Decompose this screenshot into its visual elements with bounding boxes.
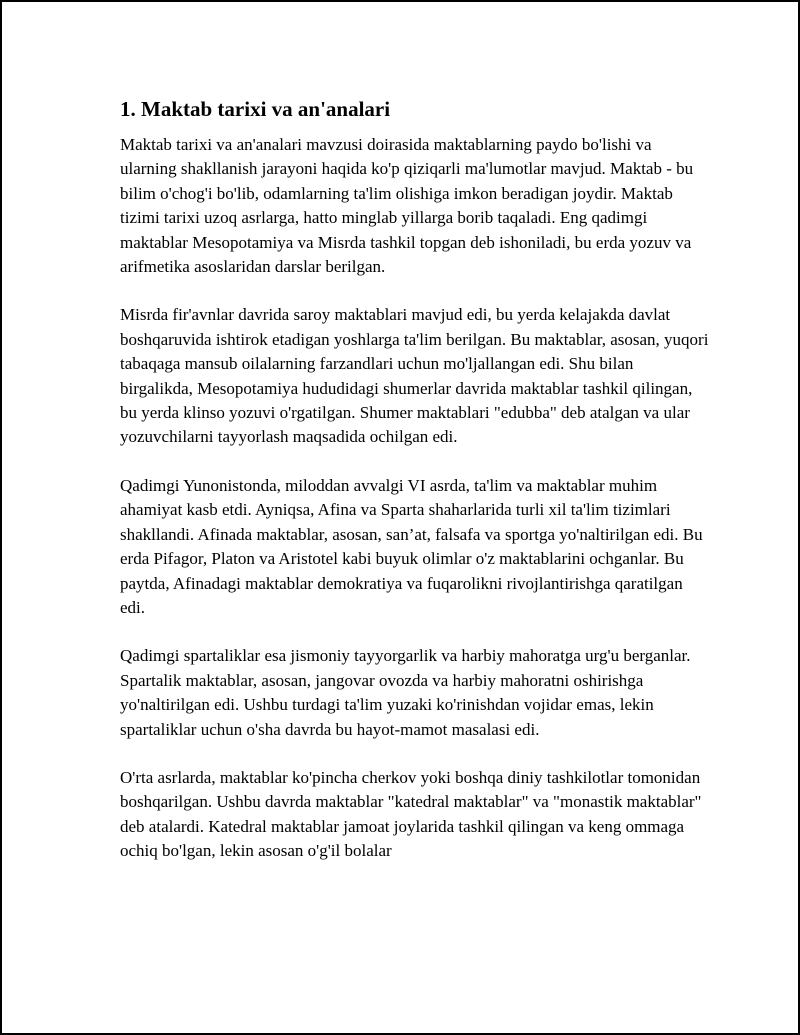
paragraph-3: Qadimgi Yunonistonda, miloddan avvalgi VI asrda, ta'lim va maktablar muhim ahamiyat kasb etdi. Ayniqsa, Afina va Sparta shaharlarida turli xil ta'lim tizimlari shakllandi. Afinada maktablar, asosan, san’at, falsafa va sportga yo'naltirilgan edi. Bu erda Pifagor, Platon va Aristotel kabi buyuk olimlar o'z maktablarini ochganlar. Bu paytda, Afinadagi maktablar demokratiya va fuqarolikni rivojlantirishga qaratilgan edi. (120, 475, 703, 617)
paragraph-2: Misrda fir'avnlar davrida saroy maktablari mavjud edi, bu yerda kelajakda davlat boshqaruvida ishtirok etadigan yoshlarga ta'lim berilgan. Bu maktablar, asosan, yuqori tabaqaga mansub oilalarning farzandlari uchun mo'ljallangan edi. Shu bilan birgalikda, Mesopotamiya hududidagi shumerlar davrida maktablar tashkil qilingan, bu yerda klinso yozuvi o'rgatilgan. Shumer maktablari "edubba" deb atalgan va ular yozuvchilarni tayyorlash maqsadida ochilgan edi. (120, 305, 709, 447)
paragraph-1: Maktab tarixi va an'analari mavzusi doirasida maktablarning paydo bo'lishi va ularning shakllanish jarayoni haqida ko'p qiziqarli ma'lumotlar mavjud. Maktab - bu bilim o'chog'i bo'lib, odamlarning ta'lim olishiga imkon beradigan joydir. Maktab tizimi tarixi uzoq asrlarga, hatto minglab yillarga borib taqaladi. Eng qadimgi maktablar Mesopotamiya va Misrda tashkil topgan deb ishoniladi, bu erda yozuv va arifmetika asoslaridan darslar berilgan. (120, 135, 694, 277)
section-heading: 1. Maktab tarixi va an'analari (120, 97, 391, 121)
document-content (120, 96, 710, 888)
paragraph-4: Qadimgi spartaliklar esa jismoniy tayyorgarlik va harbiy mahoratga urg'u berganlar. Spartalik maktablar, asosan, jangovar ovozda va harbiy mahoratni oshirishga yo'naltirilgan edi. Ushbu turdagi ta'lim yuzaki ko'rinishdan vojidar emas, lekin spartaliklar uchun o'sha davrda bu hayot-mamot masalasi edi. (120, 646, 691, 739)
paragraph-5: O'rta asrlarda, maktablar ko'pincha cherkov yoki boshqa diniy tashkilotlar tomonidan boshqarilgan. Ushbu davrda maktablar "katedral maktablar" va "monastik maktablar" deb atalardi. Katedral maktablar jamoat joylarida tashkil qilingan va keng ommaga ochiq bo'lgan, lekin asosan o'g'il bolalar (120, 767, 702, 861)
